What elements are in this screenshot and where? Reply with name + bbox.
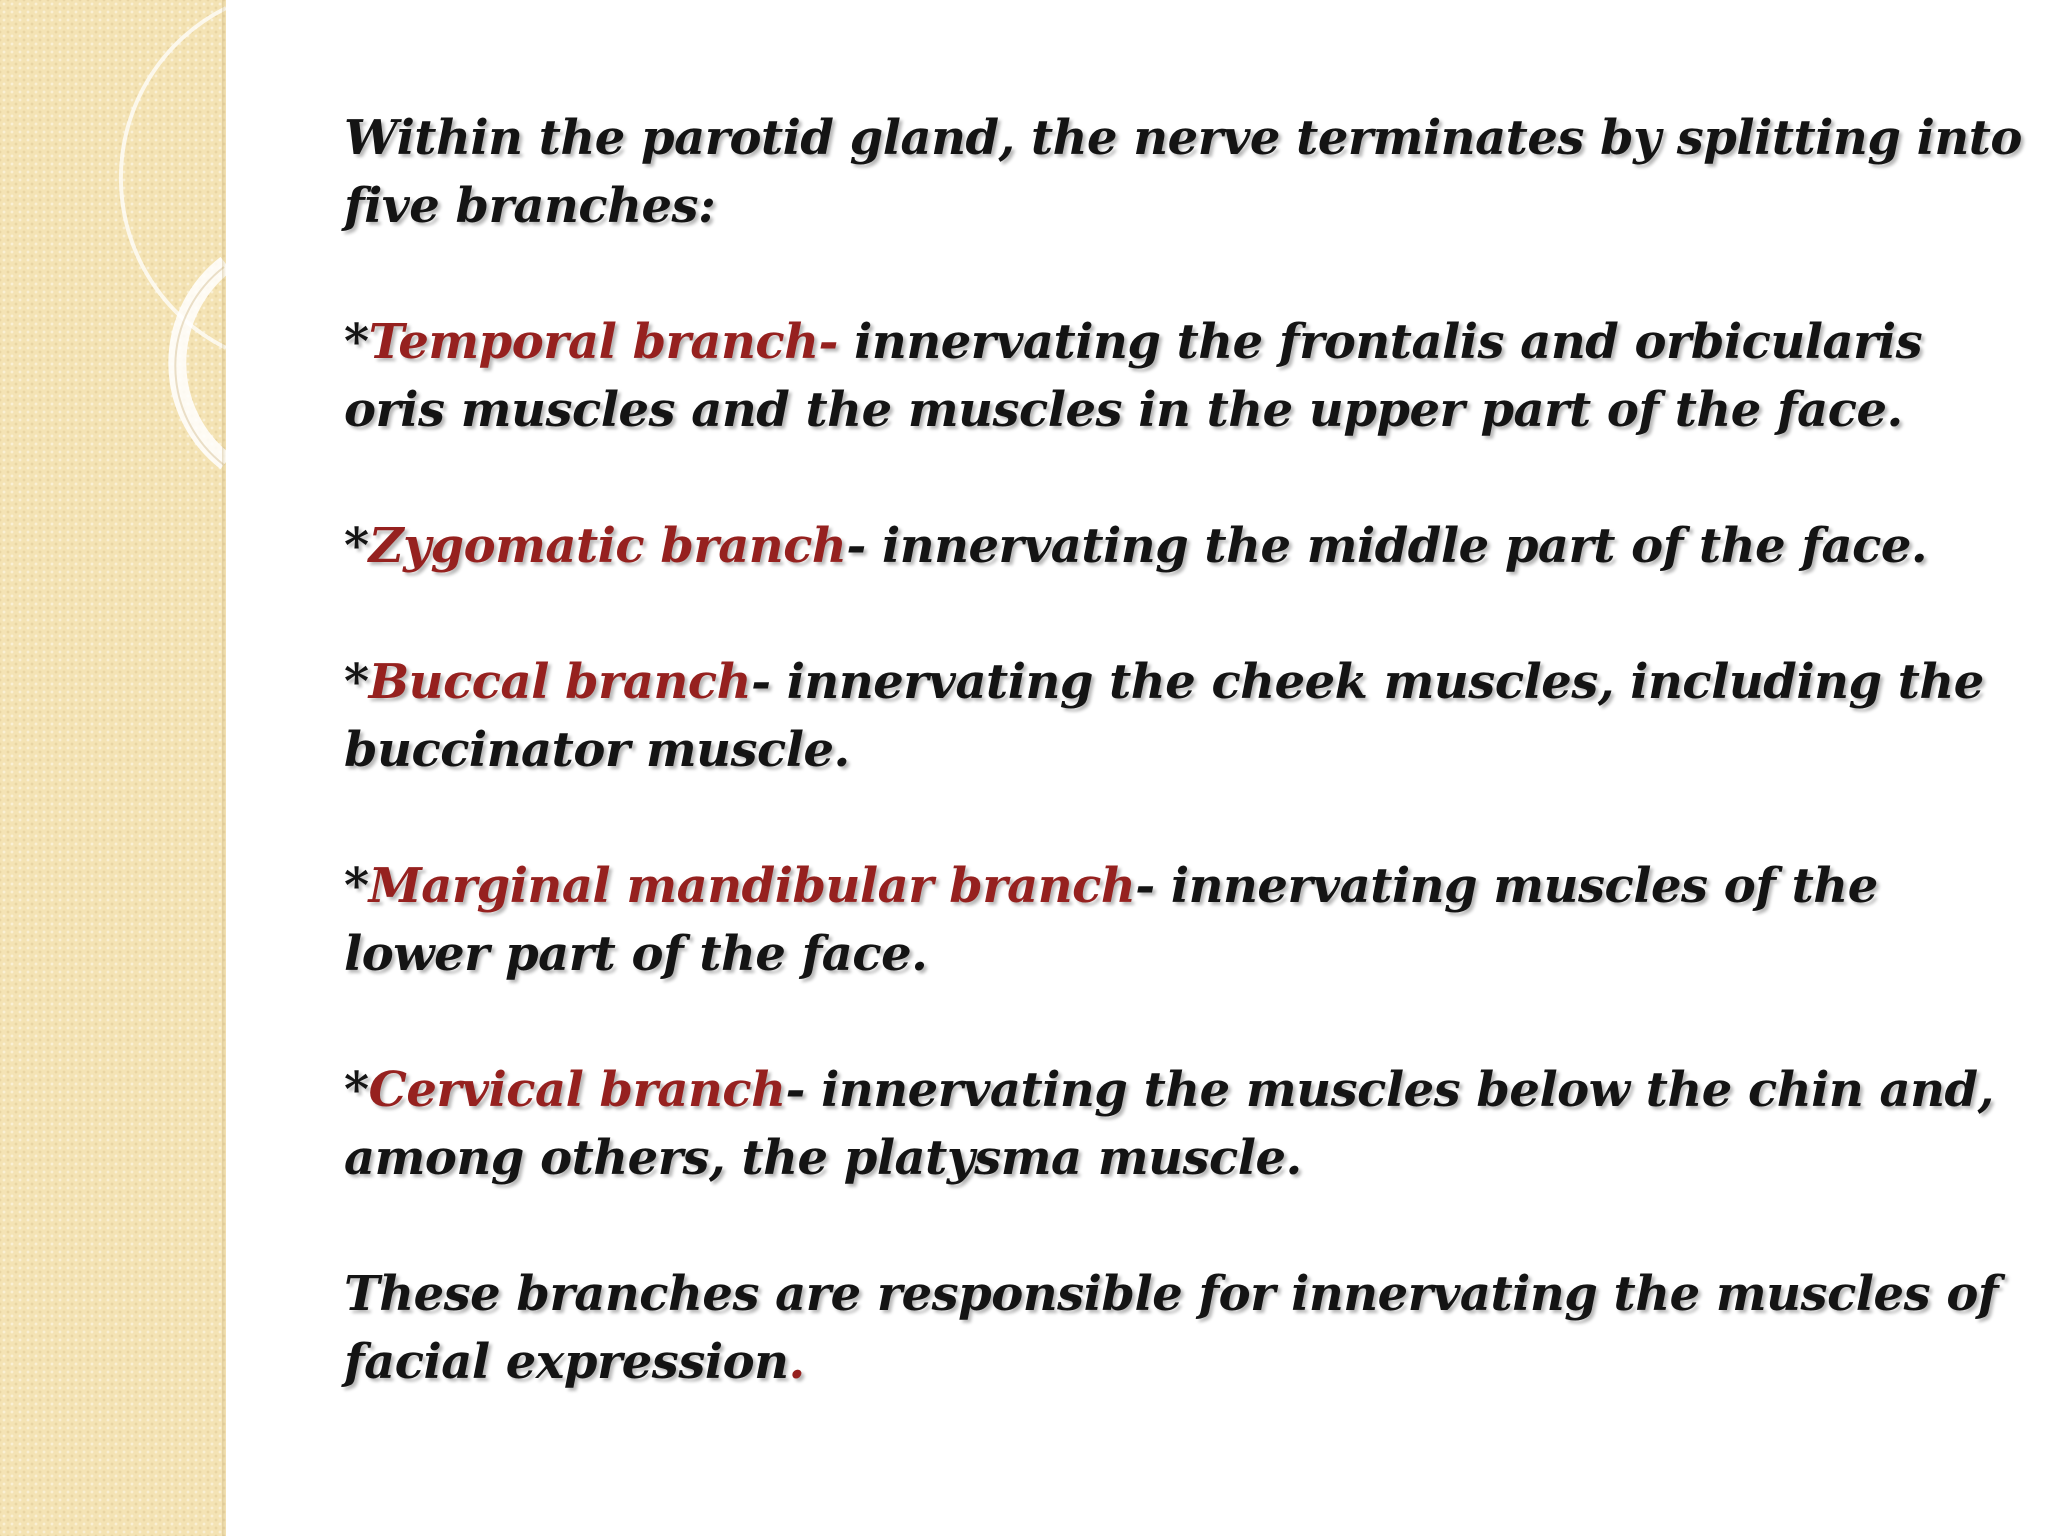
branch-name: Cervical branch — [368, 1062, 786, 1118]
branch-name: Marginal mandibular branch — [368, 858, 1136, 914]
branch-marginal-mandibular — [344, 852, 2024, 988]
intro-paragraph: Within the parotid gland, the nerve terminates by splitting into five branches: — [344, 110, 2022, 234]
branch-zygomatic — [344, 512, 2024, 580]
branch-separator: - — [785, 1062, 805, 1118]
branch-buccal — [344, 648, 2024, 784]
branch-description: innervating the muscles below the chin and, among others, the platysma muscle. — [344, 1062, 1994, 1186]
bullet-marker: * — [344, 518, 369, 574]
decorative-side-panel — [0, 0, 226, 1536]
branch-separator: - — [751, 654, 771, 710]
bullet-marker: * — [344, 858, 369, 914]
branch-name: Temporal branch- — [368, 314, 838, 370]
branch-description: innervating the frontalis and orbicularis oris muscles and the muscles in the upper part of the face. — [344, 314, 1923, 438]
bullet-marker: * — [344, 654, 369, 710]
branch-name: Buccal branch — [368, 654, 752, 710]
branch-description: innervating muscles of the lower part of the face. — [344, 858, 1878, 982]
branch-name: Zygomatic branch — [368, 518, 847, 574]
bullet-marker: * — [344, 314, 369, 370]
branch-cervical — [344, 1056, 2024, 1192]
conclusion-paragraph — [344, 1260, 2024, 1396]
branch-separator: - — [1135, 858, 1155, 914]
branch-description: innervating the cheek muscles, including the buccinator muscle. — [344, 654, 1984, 778]
branch-separator: - — [846, 518, 866, 574]
branch-temporal — [344, 308, 2024, 444]
decorative-circles-graphic — [0, 0, 226, 1536]
bullet-marker: * — [344, 1062, 369, 1118]
conclusion-text: These branches are responsible for innervating the muscles of facial expression — [344, 1266, 1998, 1390]
branch-description: innervating the middle part of the face. — [865, 518, 1928, 574]
slide-body — [344, 104, 2024, 1396]
conclusion-period: . — [788, 1334, 805, 1390]
